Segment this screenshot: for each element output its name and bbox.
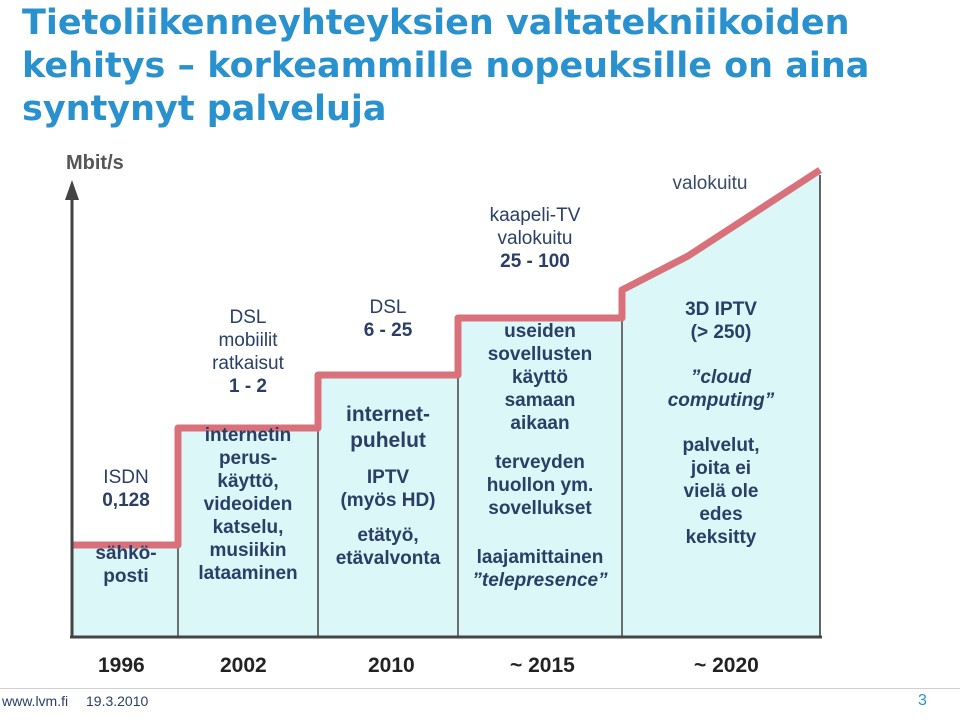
col4-top-line: käyttö (512, 367, 568, 388)
col5-top-line: 3D IPTV (685, 299, 757, 320)
y-axis-arrow (65, 180, 79, 200)
col3-top-line: 6 - 25 (363, 320, 413, 341)
year-label: 2010 (368, 654, 415, 677)
page-title: Tietoliikenneyhteyksien valtatekniikoiden kehitys – korkeammille nopeuksille on aina syntynyt palveluja (22, 3, 870, 129)
col2-top-line: 1 - 2 (228, 376, 268, 397)
col3-bottom-line: etätyö, (357, 525, 419, 546)
col3-mid2-line: (myös HD) (340, 490, 436, 511)
year-label: ~ 2015 (510, 654, 575, 677)
col4-bottom-line: ”telepresence” (472, 570, 608, 591)
footer-date: 19.3.2010 (86, 693, 149, 709)
note-valokuitu: valokuitu (672, 173, 748, 194)
col2-bottom-line: internetin (204, 425, 292, 446)
col2-bottom-line: katselu, (212, 517, 284, 538)
year-label: ~ 2020 (694, 654, 759, 677)
col2-top-line: mobiilit (218, 330, 278, 351)
col3-top-line: DSL (369, 297, 407, 318)
col3-mid-line: puhelut (350, 429, 426, 452)
footer-divider (0, 688, 960, 689)
year-label: 1996 (98, 654, 145, 677)
col2-top-line: DSL (229, 307, 267, 328)
col4-top-line: useiden (504, 321, 576, 342)
col4-mid-line: huollon ym. (486, 475, 594, 496)
col3-bottom-line: etävalvonta (335, 548, 441, 569)
axis-label: Mbit/s (66, 152, 124, 174)
col4-mid-line: sovellukset (488, 498, 592, 519)
note-line: kaapeli-TV (489, 205, 581, 226)
col1-top-line: ISDN (103, 467, 149, 488)
footer-url[interactable]: www.lvm.fi (2, 693, 69, 709)
year-label: 2002 (220, 654, 267, 677)
col4-mid-line: terveyden (495, 452, 585, 473)
col2-bottom-line: perus- (218, 448, 278, 469)
col4-top-line: sovellusten (487, 344, 593, 365)
col1-top-line: 0,128 (102, 490, 150, 511)
note-line: 25 - 100 (500, 251, 570, 272)
col2-bottom-line: videoiden (203, 494, 293, 515)
note-kaapeli (470, 204, 600, 273)
col1-bottom-line: posti (103, 566, 149, 587)
col2-top-line: ratkaisut (212, 353, 284, 374)
col2-bottom-line: käyttö, (217, 471, 279, 492)
column-dsl-fast (320, 296, 456, 570)
col2-bottom-line: musiikin (209, 540, 287, 561)
col5-bottom-line: palvelut, (682, 435, 760, 456)
column-future-2015 (460, 320, 620, 592)
col1-bottom-line: sähkö- (95, 543, 157, 564)
col3-mid-line: internet- (346, 403, 430, 426)
col4-top-line: samaan (504, 390, 576, 411)
col4-top-line: aikaan (510, 413, 570, 434)
column-future-2020 (624, 298, 818, 549)
page-number: 3 (918, 692, 927, 709)
col5-mid-line: ”cloud (690, 367, 752, 388)
col5-bottom-line: keksitty (685, 527, 757, 548)
col2-bottom-line: lataaminen (198, 563, 298, 584)
col5-bottom-line: vielä ole (683, 481, 759, 502)
note-line: valokuitu (497, 228, 573, 249)
col3-mid2-line: IPTV (366, 467, 410, 488)
col5-top-line: (> 250) (690, 322, 752, 343)
col5-mid-line: computing” (667, 390, 775, 411)
col5-bottom-line: edes (699, 504, 743, 525)
column-dsl-mobile (180, 306, 316, 585)
col5-bottom-line: joita ei (690, 458, 752, 479)
col4-bottom-line: laajamittainen (476, 547, 604, 568)
column-isdn (78, 466, 174, 588)
